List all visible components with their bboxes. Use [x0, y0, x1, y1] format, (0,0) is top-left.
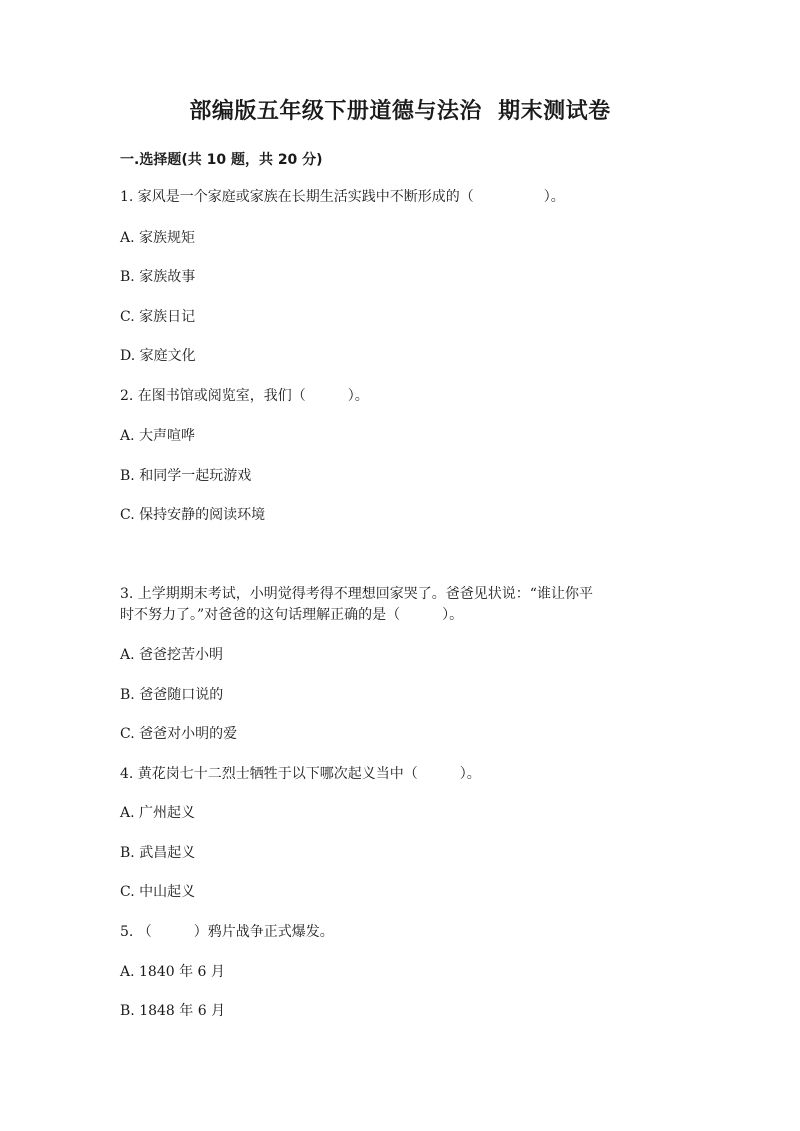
question-2-stem: 2. 在图书馆或阅览室，我们（ ）。 [120, 388, 369, 404]
question-3-stem-line-2: 时不努力了。”对爸爸的这句话理解正确的是（ ）。 [120, 607, 464, 623]
question-3-option-b: B. 爸爸随口说的 [120, 687, 224, 703]
question-2-option-a: A. 大声喧哗 [120, 428, 196, 444]
question-3-stem-line-1: 3. 上学期期末考试，小明觉得考得不理想回家哭了。爸爸见状说：“谁让你平 [120, 586, 593, 602]
question-5-stem: 5. （ ）鸦片战争正式爆发。 [120, 924, 334, 940]
question-1-option-d: D. 家庭文化 [120, 348, 196, 364]
question-5-option-b: B. 1848 年 6 月 [120, 1003, 226, 1019]
question-1-option-c: C. 家族日记 [120, 309, 196, 325]
page-title: 部编版五年级下册道德与法治 期末测试卷 [189, 99, 611, 124]
question-4-option-c: C. 中山起义 [120, 884, 196, 900]
question-2-option-c: C. 保持安静的阅读环境 [120, 507, 266, 523]
question-4-option-b: B. 武昌起义 [120, 845, 196, 861]
question-4-option-a: A. 广州起义 [120, 805, 196, 821]
question-5-option-a: A. 1840 年 6 月 [120, 964, 225, 980]
question-1-option-b: B. 家族故事 [120, 269, 196, 285]
question-1-option-a: A. 家族规矩 [120, 230, 196, 246]
question-3-option-a: A. 爸爸挖苦小明 [120, 647, 224, 663]
section-heading: 一.选择题(共 10 题，共 20 分) [120, 152, 323, 168]
question-3-option-c: C. 爸爸对小明的爱 [120, 726, 238, 742]
question-4-stem: 4. 黄花岗七十二烈士牺牲于以下哪次起义当中（ ）。 [120, 766, 481, 782]
question-3-stem [120, 584, 680, 626]
question-1-stem: 1. 家风是一个家庭或家族在长期生活实践中不断形成的（ ）。 [120, 189, 565, 205]
question-2-option-b: B. 和同学一起玩游戏 [120, 468, 252, 484]
